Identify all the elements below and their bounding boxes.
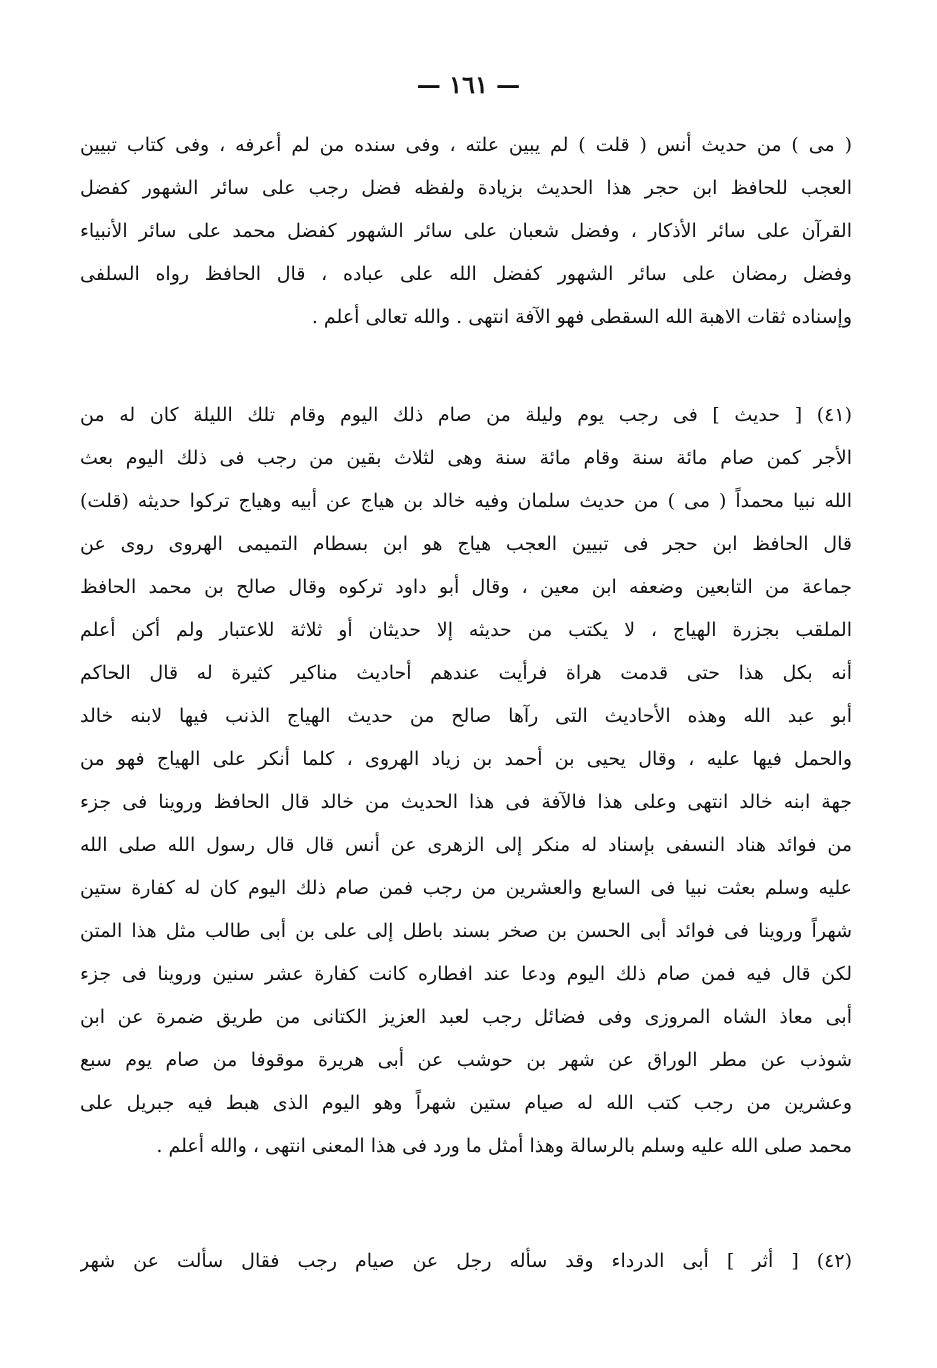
paragraph-42 [80,1240,852,1283]
page-number: — ١٦١ — [416,70,521,99]
text-line: أبى معاذ الشاه المروزى وفى فضائل رجب لعبد العزيز الكتانى من طريق ضمرة عن ابن [80,1006,852,1028]
text-line: القرآن على سائر الأذكار ، وفضل شعبان على سائر الشهور كفضل محمد على سائر الأنبياء [80,220,852,242]
paragraph-1 [80,124,852,339]
text-line: (٤١) [ حديث ] فى رجب يوم وليلة من صام ذلك اليوم وقام تلك الليلة كان له من [80,404,852,426]
text-line: (٤٢) [ أثر ] أبى الدرداء وقد سأله رجل عن صيام رجب فقال سألت عن شهر [80,1250,852,1272]
text-line: لكن قال فيه فمن صام ذلك اليوم ودعا عند افطاره كانت كفارة عشر سنين وروينا فى جزء [80,963,852,985]
text-line: جماعة من التابعين وضعفه ابن معين ، وقال أبو داود تركوه وقال صالح بن محمد الحافظ [80,576,852,598]
text-line: محمد صلى الله عليه وسلم بالرسالة وهذا أمثل ما ورد فى هذا المعنى انتهى ، والله أعلم . [156,1135,852,1157]
text-line: والحمل فيها عليه ، وقال يحيى بن أحمد بن زياد الهروى ، كلما أنكر على الهياج فهو من [80,748,852,770]
text-line: جهة ابنه خالد انتهى وعلى هذا فالآفة فى هذا الحديث من خالد قال الحافظ وروينا فى جزء [80,791,852,813]
text-line: وعشرين من رجب كتب الله له صيام ستين شهراً وهو اليوم الذى هبط فيه جبريل على [80,1092,852,1114]
text-line: شهراً وروينا فى فوائد أبى الحسن بن صخر بسند باطل إلى على بن أبى طالب مثل هذا المتن [80,920,852,942]
text-line: قال الحافظ ابن حجر فى تبيين العجب هياج هو ابن بسطام التميمى الهروى روى عن [80,533,852,555]
text-line: العجب للحافظ ابن حجر هذا الحديث بزيادة ولفظه فضل رجب على سائر الشهور كفضل [80,177,852,199]
text-line: وفضل رمضان على سائر الشهور كفضل الله على عباده ، قال الحافظ رواه السلفى [80,263,852,285]
text-line: وإسناده ثقات الاهبة الله السقطى فهو الآفة انتهى . والله تعالى أعلم . [311,306,852,328]
text-line: الأجر كمن صام مائة سنة وقام مائة سنة وهى لثلاث بقين من رجب فى ذلك اليوم بعث [80,447,852,469]
text-line: أنه بكل هذا حتى قدمت هراة فرأيت عندهم أحاديث مناكير كثيرة له قال الحاكم [80,662,852,684]
text-line: الملقب بجزرة الهياج ، لا يكتب من حديثه إلا حديثان أو ثلاثة للاعتبار ولم أكن أعلم [80,619,852,641]
text-line: عليه وسلم بعثت نبيا فى السابع والعشرين من رجب فمن صام ذلك اليوم كان له كفارة ستين [80,877,852,899]
text-line: أبو عبد الله وهذه الأحاديث التى رآها صالح من حديث الهياج الذنب فيها لابنه خالد [80,705,852,727]
text-line: ( مى ) من حديث أنس ( قلت ) لم يبين علته ، وفى سنده من لم أعرفه ، وفى كتاب تبيين [80,134,852,156]
text-line: شوذب عن مطر الوراق عن شهر بن حوشب عن أبى هريرة موقوفا من صام يوم سبع [80,1049,852,1071]
paragraph-41 [80,394,852,1168]
text-line: الله نبيا محمداً ( مى ) من حديث سلمان وفيه خالد بن هياج عن أبيه وهياج تركوا حديثه (قلت) [80,490,852,512]
text-line: من فوائد هناد النسفى بإسناد له منكر إلى الزهرى عن أنس قال قال رسول الله صلى الله [80,834,852,856]
